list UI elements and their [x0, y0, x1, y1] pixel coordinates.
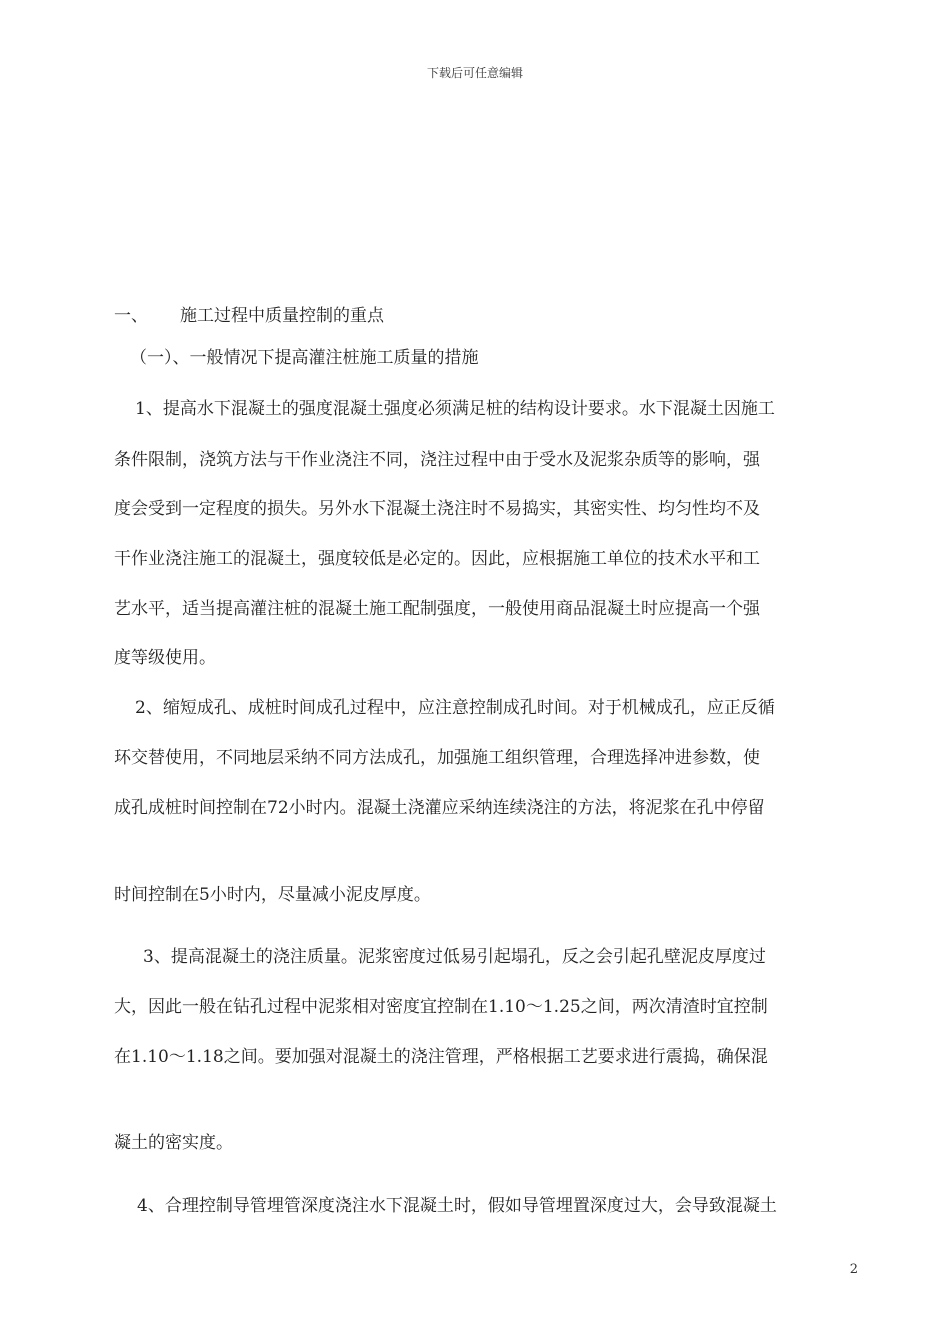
paragraph-3-line-3: 在1.10～1.18之间。要加强对混凝土的浇注管理，严格根据工艺要求进行震捣，确保混: [114, 1047, 768, 1067]
paragraph-2-line-3: 成孔成桩时间控制在72小时内。混凝土浇灌应采纳连续浇注的方法，将泥浆在孔中停留: [114, 798, 765, 818]
paragraph-1-line-5: 艺水平，适当提高灌注桩的混凝土施工配制强度，一般使用商品混凝土时应提高一个强: [114, 599, 760, 619]
paragraph-1-line-3: 度会受到一定程度的损失。另外水下混凝土浇注时不易捣实，其密实性、均匀性均不及: [114, 499, 760, 519]
paragraph-2-line-1: 2、缩短成孔、成桩时间成孔过程中，应注意控制成孔时间。对于机械成孔，应正反循: [135, 698, 775, 718]
page-number: 2: [849, 1262, 858, 1277]
paragraph-3-line-2: 大，因此一般在钻孔过程中泥浆相对密度宜控制在1.10～1.25之间，两次清渣时宜控制: [114, 997, 768, 1017]
page-header: 下载后可任意编辑: [426, 66, 523, 80]
paragraph-2-line-2: 环交替使用，不同地层采纳不同方法成孔，加强施工组织管理，合理选择冲进参数，使: [114, 748, 760, 768]
paragraph-1-line-4: 干作业浇注施工的混凝土，强度较低是必定的。因此，应根据施工单位的技术水平和工: [114, 549, 760, 569]
paragraph-3-line-1: 3、提高混凝土的浇注质量。泥浆密度过低易引起塌孔，反之会引起孔壁泥皮厚度过: [143, 947, 766, 967]
paragraph-3-line-4: 凝土的密实度。: [114, 1133, 233, 1153]
paragraph-1-line-1: 1、提高水下混凝土的强度混凝土强度必须满足桩的结构设计要求。水下混凝土因施工: [135, 399, 775, 419]
paragraph-1-line-6: 度等级使用。: [114, 648, 216, 668]
paragraph-4-line-1: 4、合理控制导管埋管深度浇注水下混凝土时，假如导管埋置深度过大，会导致混凝土: [137, 1196, 777, 1216]
subsection-title: （一）、一般情况下提高灌注桩施工质量的措施: [130, 348, 479, 368]
paragraph-1-line-2: 条件限制，浇筑方法与干作业浇注不同，浇注过程中由于受水及泥浆杂质等的影响，强: [114, 450, 760, 470]
section-number: 一、: [114, 306, 148, 326]
section-title: 施工过程中质量控制的重点: [180, 306, 384, 326]
paragraph-2-line-4: 时间控制在5小时内，尽量减小泥皮厚度。: [114, 885, 431, 905]
